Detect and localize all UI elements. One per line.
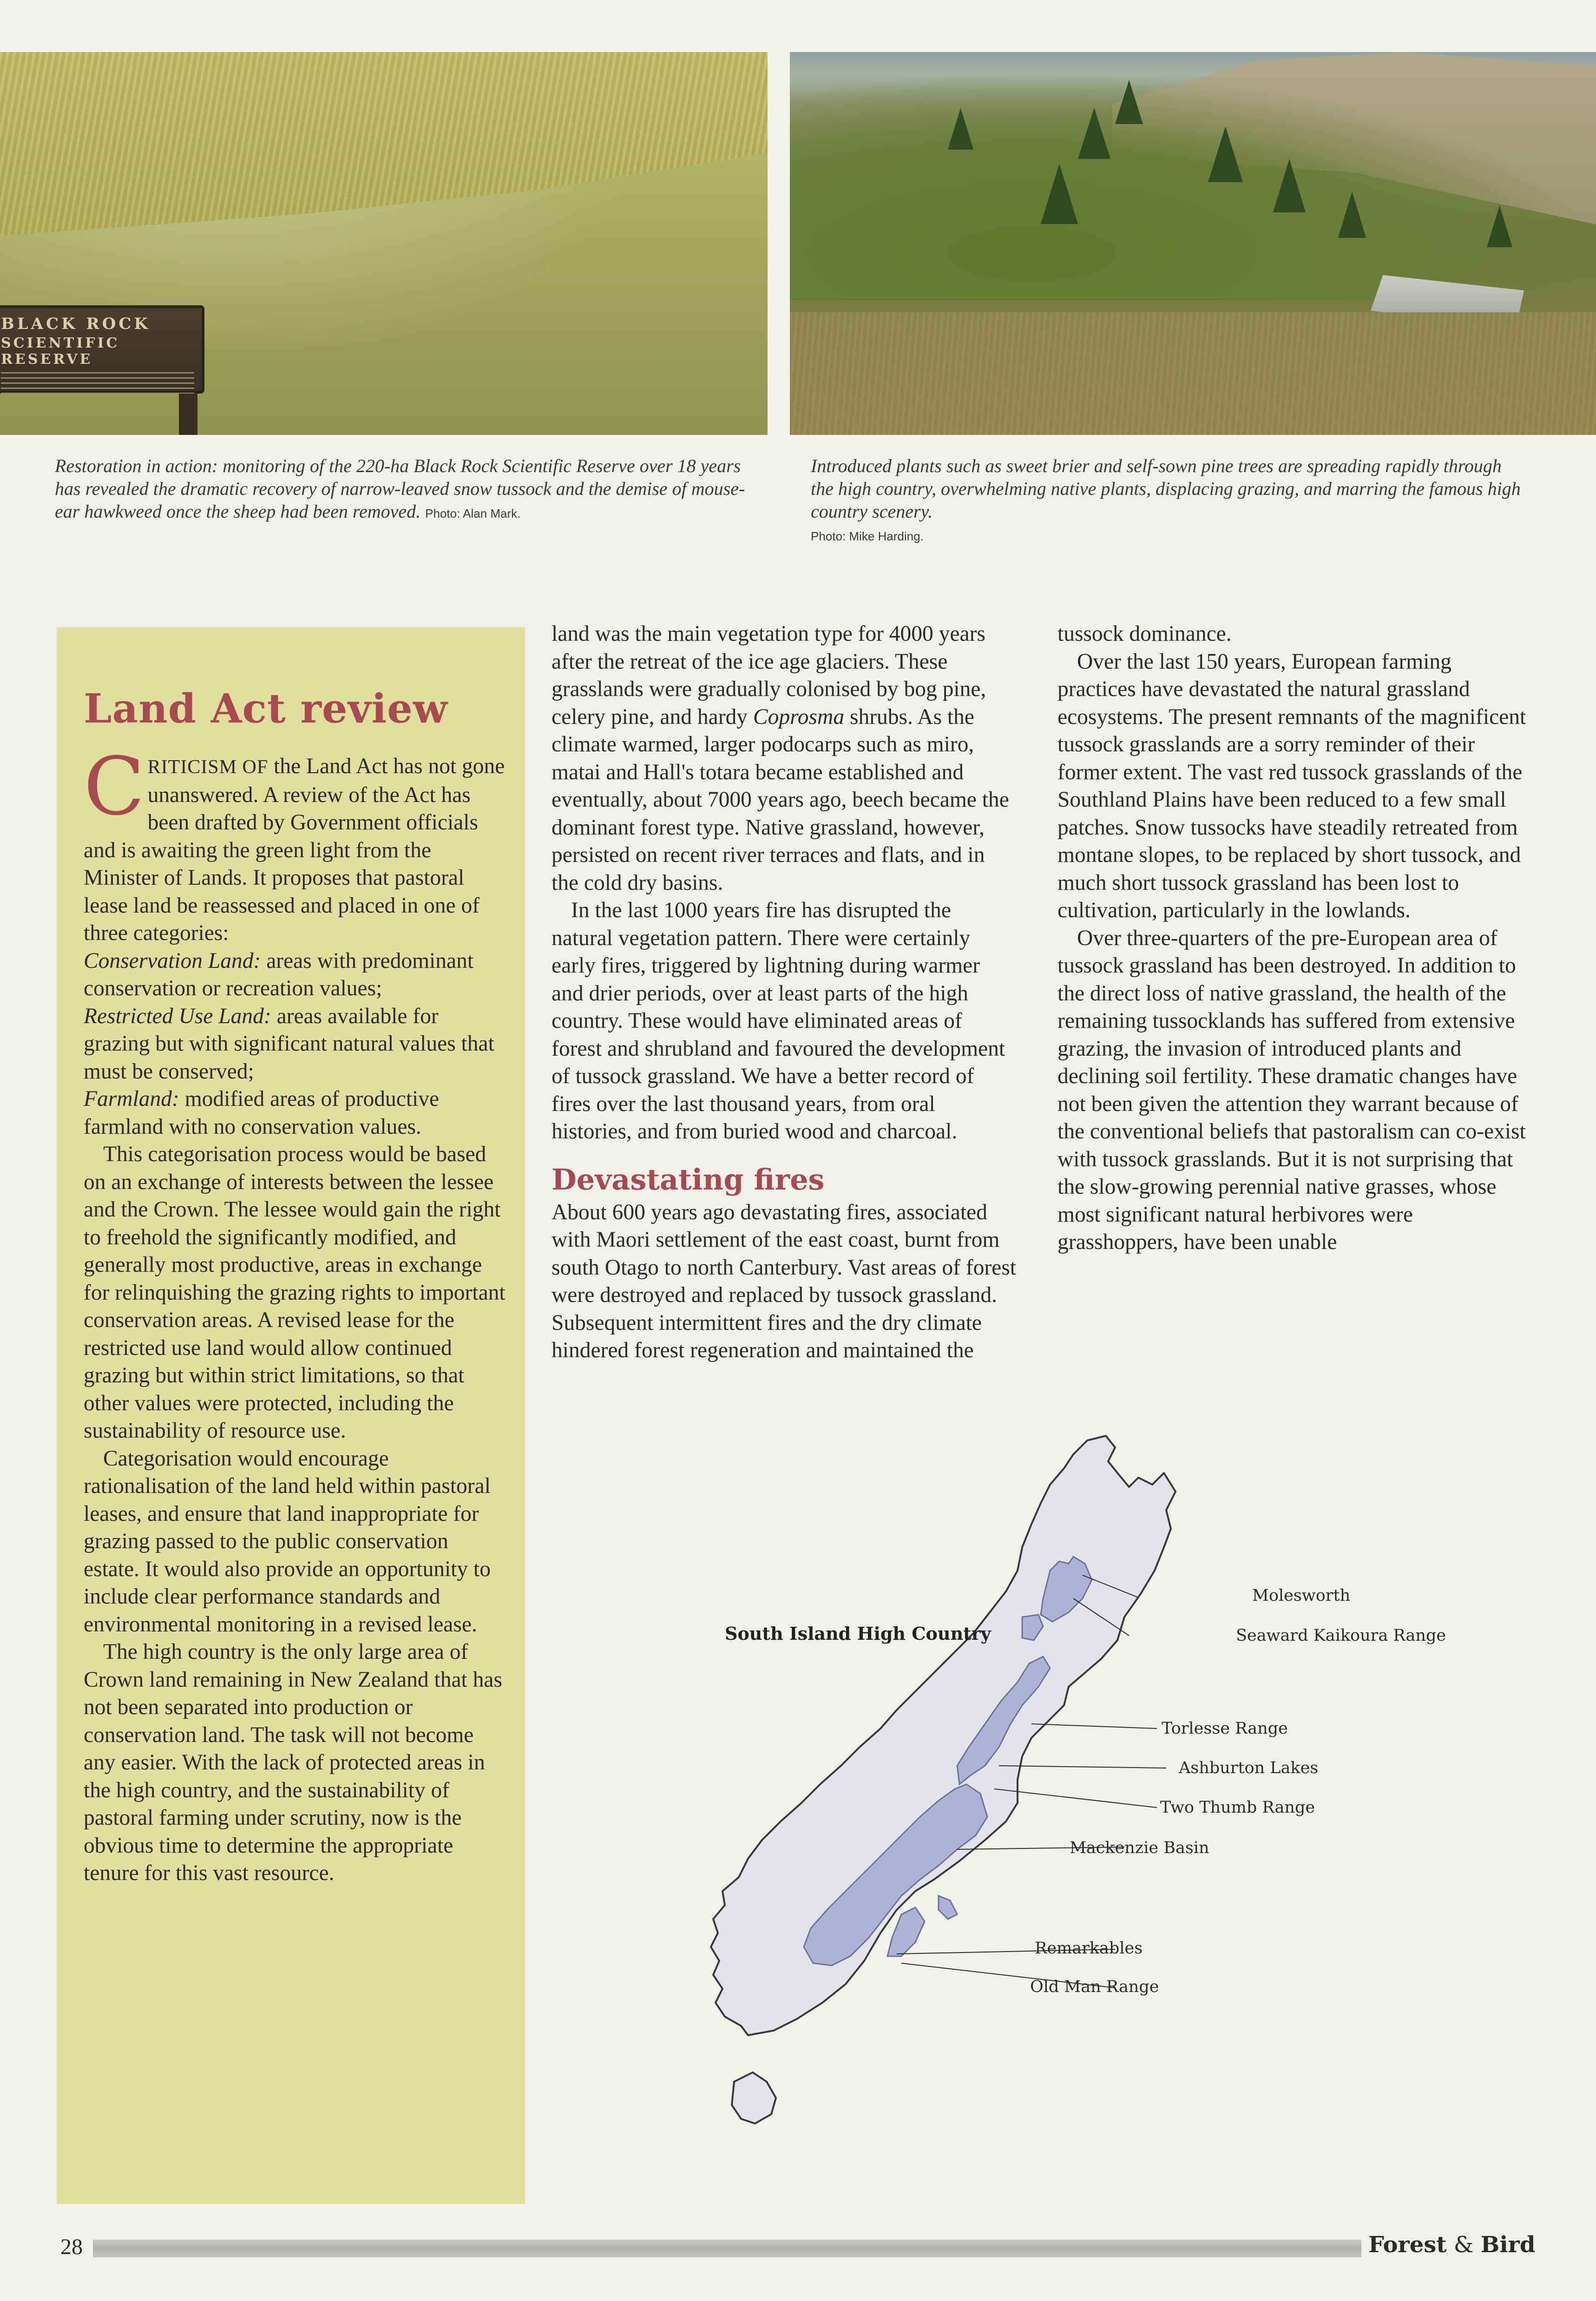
- map-label-two-thumb: Two Thumb Range: [1160, 1798, 1315, 1817]
- brier-scrub: [790, 312, 1596, 435]
- article-paragraph: Over three-quarters of the pre-European area of tussock grassland has been destroyed. In addition to the direct loss of native grassland, the health of the remaining tussocklands has suffered from extensive grazing, the invasion of introduced plants and declining soil fertility. These dramatic changes have not been given the attention they warrant because of the conventional beliefs that pastoralism can co-exist with tussock grasslands. But it is not surprising that the slow-growing perennial native grasses, whose most significant natural herbivores were grasshoppers, have been unable: [1057, 926, 1526, 1254]
- article-paragraph: Over the last 150 years, European farming practices have devastated the natural grassland ecosystems. The present remnants of the magnificent tussock grasslands are a sorry reminder of their former extent. The vast red tussock grasslands of the Southland Plains have been reduced to a few small patches. Snow tussocks have steadily retreated from montane slopes, to be replaced by short tussock, and much short tussock grassland has been lost to cultivation, particularly in the lowlands.: [1057, 649, 1526, 922]
- map-label-remarkables: Remarkables: [1035, 1939, 1143, 1958]
- species-name: Coprosma: [753, 704, 845, 729]
- category-text: areas available for grazing but with significant natural values that must be conserved;: [84, 1004, 494, 1084]
- sidebar-paragraph: [84, 740, 507, 1141]
- sidebar-body: [84, 740, 507, 1887]
- article-paragraph: tussock dominance.: [1057, 622, 1232, 646]
- caption-left-photo: [55, 454, 761, 525]
- category-label: Restricted Use Land:: [84, 1004, 271, 1028]
- article-column-3: [1057, 620, 1528, 1256]
- tussock-grass: [0, 52, 768, 236]
- category-label: Farmland:: [84, 1087, 179, 1111]
- map-label-seaward-kaikoura: Seaward Kaikoura Range: [1236, 1626, 1446, 1645]
- photo-high-country-wilding-pines: [790, 52, 1596, 435]
- category-label: Conservation Land:: [84, 948, 261, 973]
- article-paragraph: In the last 1000 years fire has disrupted the natural vegetation pattern. There were certainly early fires, triggered by lightning during warmer and drier periods, over at least parts of the high country. These would have eliminated areas of forest and shrubland and favoured the development of tussock grassland. We have a better record of fires over the last thousand years, from oral histories, and from buried wood and charcoal.: [552, 898, 1005, 1144]
- article-column-2: [552, 620, 1016, 1365]
- reserve-sign: [0, 305, 204, 394]
- caption-right-photo: [811, 454, 1526, 548]
- category-text: modified areas of productive farmland with no conservation values.: [84, 1087, 440, 1139]
- caption-left-text: Restoration in action: monitoring of the 220-ha Black Rock Scientific Reserve over 18 years has revealed the dramatic recovery of narrow-leaved snow tussock and the demise of mouse-ear hawkweed once the sheep had been removed.: [55, 455, 745, 522]
- sidebar-land-act-review: [57, 627, 525, 2204]
- sidebar-paragraph: This categorisation process would be based on an exchange of interests between the lessee and the Crown. The lessee would gain the right to freehold the significantly modified, and generally most productive, areas in exchange for relinquishing the grazing rights to important conservation areas. A revised lease for the restricted use land would allow continued grazing but within strict limitations, so that other values were protected, including the sustainability of resource use.: [84, 1142, 506, 1443]
- sign-text-line1: BLACK ROCK: [1, 315, 151, 333]
- subheading-devastating-fires: Devastating fires: [552, 1162, 825, 1197]
- high-country-remarkables: [939, 1896, 957, 1919]
- footer-rule: [93, 2240, 1361, 2257]
- sign-fine-print: [1, 372, 194, 394]
- magazine-name-part: Bird: [1480, 2232, 1536, 2258]
- map-title: South Island High Country: [725, 1623, 991, 1644]
- map-label-mackenzie-basin: Mackenzie Basin: [1070, 1839, 1209, 1857]
- article-paragraph: About 600 years ago devastating fires, associated with Maori settlement of the east coast, burnt from south Otago to north Canterbury. Vast areas of forest were destroyed and replaced by tussock grassland. Subsequent intermittent fires and the dry climate hindered forest regeneration and maintained the: [552, 1200, 1016, 1362]
- article-text: shrubs. As the climate warmed, larger podocarps such as miro, matai and Hall's totara became established and eventually, about 7000 years ago, beech became the dominant forest type. Native grassland, however, persisted on recent river terraces and flats, and in the cold dry basins.: [552, 704, 1009, 895]
- photo-credit-right: Photo: Mike Harding.: [811, 529, 924, 543]
- sign-text-line2: SCIENTIFIC RESERVE: [1, 335, 120, 368]
- magazine-name-part: Forest: [1368, 2232, 1447, 2258]
- map-label-ashburton-lakes: Ashburton Lakes: [1179, 1759, 1319, 1777]
- caption-right-text: Introduced plants such as sweet brier and self-sown pine trees are spreading rapidly through the high country, overwhelming native plants, displacing grazing, and marring the famous high country scenery.: [811, 455, 1521, 522]
- scrub-hillside: [790, 71, 1596, 300]
- lead-in-text: the Land Act has not gone unanswered. A review of the Act has been drafted by Government officials and is awaiting the green light from the Minister of Lands. It proposes that pastoral lease land be reassessed and placed in one of three categories:: [84, 754, 505, 945]
- photo-credit-left: Photo: Alan Mark.: [425, 506, 521, 520]
- sidebar-title: Land Act review: [84, 685, 448, 732]
- map-label-torlesse: Torlesse Range: [1162, 1719, 1288, 1738]
- drop-cap: C: [84, 740, 145, 833]
- map-label-molesworth: Molesworth: [1252, 1586, 1351, 1605]
- lead-in-caps: RITICISM OF: [147, 756, 269, 778]
- south-island-map: [697, 1422, 1487, 2212]
- magazine-name: [1368, 2232, 1535, 2258]
- article-paragraph: [552, 620, 1016, 897]
- category-text: areas with predominant conservation or recreation values;: [84, 948, 474, 1000]
- page-number: 28: [60, 2235, 83, 2259]
- map-label-old-man-range: Old Man Range: [1030, 1978, 1159, 1996]
- article-text: land was the main vegetation type for 4000 years after the retreat of the ice age glaciers. These grasslands were gradually colonised by bog pine, celery pine, and hardy: [552, 622, 986, 729]
- stewart-island: [732, 2072, 776, 2123]
- photo-black-rock-reserve: [0, 52, 768, 435]
- sidebar-paragraph: The high country is the only large area of Crown land remaining in New Zealand that has not been separated into production or conservation land. The task will not become any easier. With the lack of protected areas in the high country, and the sustainability of pastoral farming under scrutiny, now is the obvious time to determine the appropriate tenure for this vast resource.: [84, 1640, 502, 1885]
- magazine-ampersand: &: [1446, 2232, 1481, 2258]
- sidebar-paragraph: Categorisation would encourage rationalisation of the land held within pastoral leases, and ensure that land inappropriate for grazing passed to the public conservation estate. It would also provide an opportunity to include clear performance standards and environmental monitoring in a revised lease.: [84, 1446, 491, 1637]
